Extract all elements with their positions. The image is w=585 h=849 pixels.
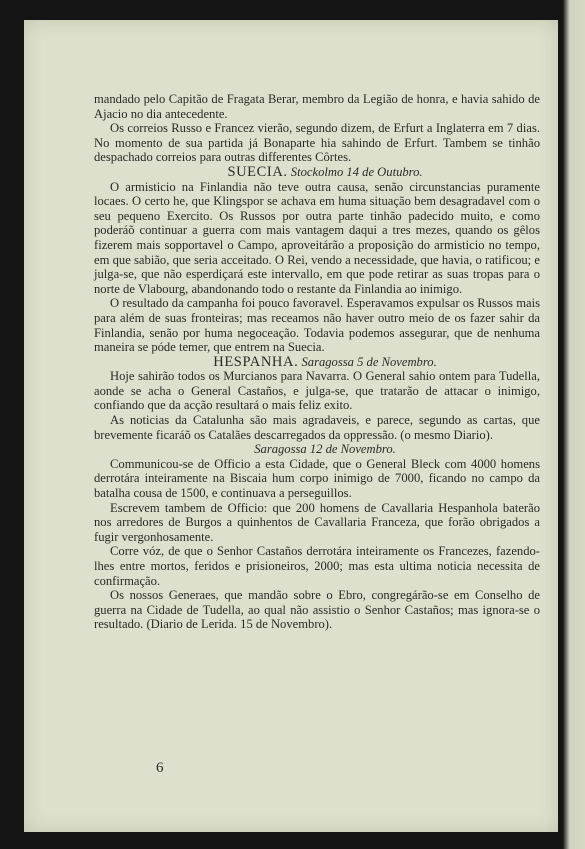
- paragraph: As noticias da Catalunha são mais agradaveis, e parece, segundo as cartas, que brevemente ficaráõ os Catalães descarregados da oppressão. (o mesmo Diario).: [94, 413, 540, 442]
- section-heading-suecia: SUECIA. Stockolmo 14 de Outubro.: [227, 163, 423, 180]
- section-heading-hespanha: HESPANHA. Saragossa 5 de Novembro.: [213, 353, 437, 370]
- paragraph: Os correios Russo e Francez vierão, segundo dizem, de Erfurt a Inglaterra em 7 dias. No momento de sua partida já Bonaparte hia sahindo de Erfurt. Tambem se tinhão despachado correios para outras differentes Côrtes.: [94, 121, 540, 165]
- paragraph: Corre vóz, de que o Senhor Castaños derrotára inteiramente os Francezes, fazendo-lhes entre mortos, feridos e prisioneiros, 2000; mas esta ultima noticia necessita de confirmação.: [94, 544, 540, 588]
- paragraph: mandado pelo Capitão de Fragata Berar, membro da Legião de honra, e havia sahido de Ajacio no dia antecedente.: [94, 92, 540, 121]
- paragraph: Hoje sahirão todos os Murcianos para Navarra. O General sahio ontem para Tudella, aonde se acha o General Castaños, e julga-se, que tratarão de attacar o inimigo, confiando que da acção resultará o mais feliz exito.: [94, 369, 540, 413]
- dateline: Stockolmo 14 de Outubro.: [290, 164, 423, 179]
- dateline: Saragossa 12 de Novembro.: [254, 442, 396, 457]
- paragraph: O resultado da campanha foi pouco favoravel. Esperavamos expulsar os Russos mais para além de suas fronteiras; mas receamos não haver outro meio de os fazer sahir da Finlandia, senão por huma negoceação. Todavia podemos assegurar, que de nenhuma maneira se póde temer, que entrem na Suecia.: [94, 296, 540, 355]
- page-number: 6: [156, 760, 164, 776]
- paragraph: Communicou-se de Officio a esta Cidade, que o General Bleck com 4000 homens derrotára inteiramente na Biscaia hum corpo inimigo de 7000, ficando no campo da batalha cousa de 1500, e continuava a perseguillos.: [94, 456, 540, 501]
- page-edge: [563, 0, 585, 849]
- page-text: [94, 92, 540, 632]
- paragraph: Os nossos Generaes, que mandão sobre o Ebro, congregárão-se em Conselho de guerra na Cidade de Tudella, ao qual não assistio o Senhor Castaños; mas ignora-se o resultado. (Diario de Lerida. 15 de Novembro).: [94, 588, 540, 632]
- paragraph: Escrevem tambem de Officio: que 200 homens de Cavallaria Hespanhola baterão nos arredores de Burgos a quinhentos de Cavallaria Franceza, que forão obrigados a fugir vergonhosamente.: [94, 500, 540, 544]
- dateline: Saragossa 5 de Novembro.: [301, 354, 437, 369]
- paragraph: O armisticio na Finlandia não teve outra causa, senão circunstancias puramente locaes. O certo he, que Klingspor se achava em huma situação bem desagradavel com o seu pequeno Exercito. Os Russos por outra parte tinhão padecido muito, e como poderáõ continuar a guerra com mais vantagem daqui a tres mezes, quando os gêlos fizerem mais sopportavel o Campo, aproveitárão a proposição do armisticio no tempo, em que sabião, que seria acceitado. O Rei, vendo a necessidade, que havia, o ratificou; e julga-se, que não esperdiçará este intervallo, em que pode retirar as suas tropas para o norte de Vlabourg, abandonando todo o restante da Finlandia ao inimigo.: [94, 179, 540, 296]
